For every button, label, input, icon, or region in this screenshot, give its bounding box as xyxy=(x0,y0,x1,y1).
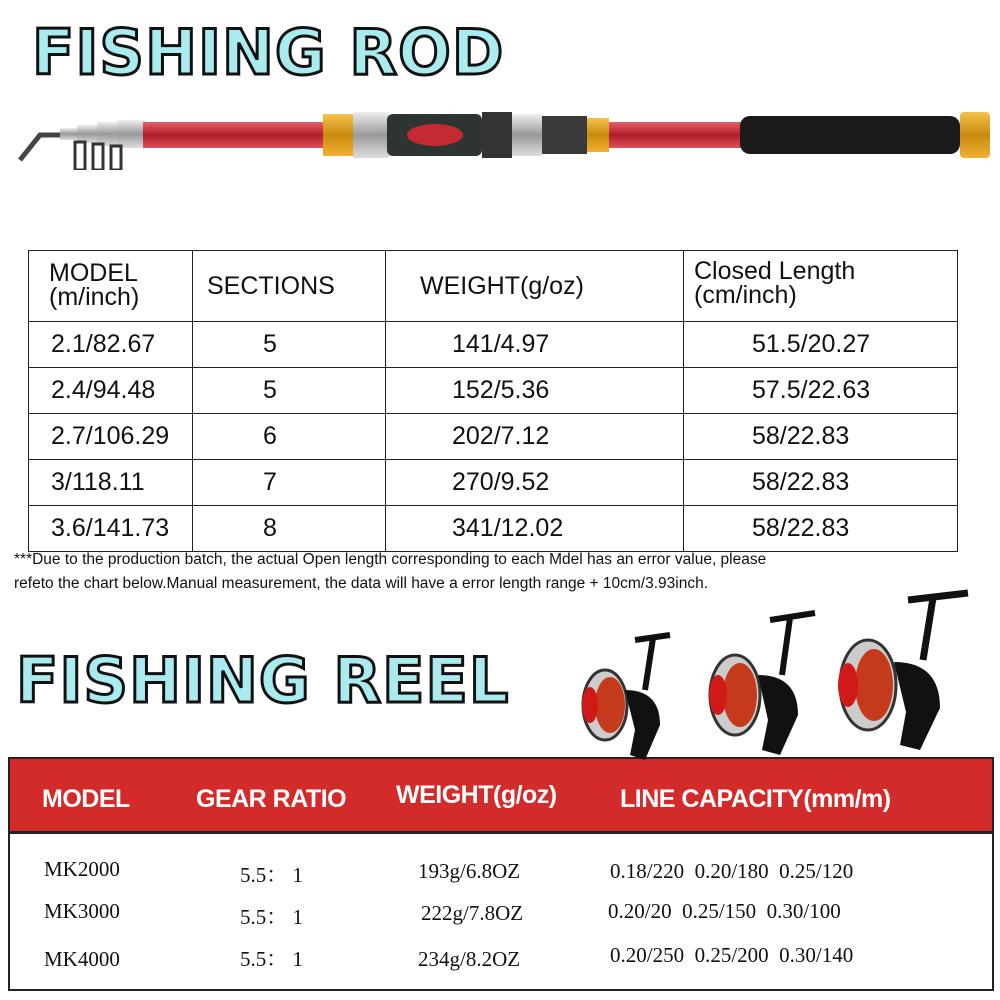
header-closed-length-unit: (cm/inch) xyxy=(694,281,797,309)
cell-weight: 270/9.52 xyxy=(386,460,684,506)
fishing-reels-image xyxy=(570,585,990,785)
header-gear-ratio: GEAR RATIO xyxy=(196,785,347,813)
cell-closed-length: 58/22.83 xyxy=(684,506,958,552)
header-model: MODEL xyxy=(42,785,130,813)
table-row xyxy=(29,368,958,414)
cell-model: 2.1/82.67 xyxy=(29,322,193,368)
cell-sections: 7 xyxy=(193,460,386,506)
cell-weight: 341/12.02 xyxy=(386,506,684,552)
cell-gear-ratio: 5.5： 1 xyxy=(240,947,303,971)
table-row xyxy=(29,414,958,460)
reel-medium xyxy=(709,613,815,755)
cell-sections: 5 xyxy=(193,322,386,368)
rod-spec-table xyxy=(28,250,958,552)
table-row xyxy=(29,506,958,552)
note-line: ***Due to the production batch, the actual Open length corresponding to each Mdel has an error value, please xyxy=(14,551,767,568)
cell-model: 3/118.11 xyxy=(29,460,193,506)
cell-sections: 5 xyxy=(193,368,386,414)
fishing-rod-image xyxy=(15,90,995,170)
cell-gear-ratio: 5.5： 1 xyxy=(240,863,303,887)
cell-weight: 234g/8.2OZ xyxy=(418,947,521,971)
header-weight: WEIGHT(g/oz) xyxy=(396,781,557,809)
cell-closed-length: 58/22.83 xyxy=(684,414,958,460)
reel-small xyxy=(582,635,670,760)
cell-sections: 8 xyxy=(193,506,386,552)
cell-closed-length: 58/22.83 xyxy=(684,460,958,506)
header-model: MODEL xyxy=(49,259,138,287)
cell-line-capacity: 0.18/220 0.20/180 0.25/120 xyxy=(610,859,854,883)
cell-weight: 222g/7.8OZ xyxy=(421,901,524,925)
cell-weight: 152/5.36 xyxy=(386,368,684,414)
reel-large xyxy=(838,593,968,750)
cell-weight: 141/4.97 xyxy=(386,322,684,368)
cell-model: 2.4/94.48 xyxy=(29,368,193,414)
table-row xyxy=(29,322,958,368)
header-line-capacity: LINE CAPACITY(mm/m) xyxy=(620,785,891,813)
cell-weight: 193g/6.8OZ xyxy=(418,859,521,883)
cell-closed-length: 51.5/20.27 xyxy=(684,322,958,368)
header-closed-length: Closed Length xyxy=(694,257,856,285)
cell-weight: 202/7.12 xyxy=(386,414,684,460)
header-model-unit: (m/inch) xyxy=(49,283,140,311)
cell-sections: 6 xyxy=(193,414,386,460)
cell-model: 2.7/106.29 xyxy=(29,414,193,460)
cell-model: MK2000 xyxy=(44,857,120,881)
note-line: refeto the chart below.Manual measurement, the data will have a error length range + 10cm/3.93inch. xyxy=(14,575,709,592)
cell-line-capacity: 0.20/250 0.25/200 0.30/140 xyxy=(610,943,854,967)
cell-closed-length: 57.5/22.63 xyxy=(684,368,958,414)
reel-title: FISHING REEL xyxy=(16,644,510,717)
reel-spec-table xyxy=(8,757,994,991)
rod-table-header xyxy=(29,251,958,322)
table-row xyxy=(29,460,958,506)
header-weight: WEIGHT(g/oz) xyxy=(420,272,584,300)
cell-gear-ratio: 5.5： 1 xyxy=(240,905,303,929)
cell-line-capacity: 0.20/20 0.25/150 0.30/100 xyxy=(608,899,841,923)
header-sections: SECTIONS xyxy=(207,272,335,300)
rod-title: FISHING ROD xyxy=(32,16,505,89)
cell-model: 3.6/141.73 xyxy=(29,506,193,552)
cell-model: MK4000 xyxy=(44,947,120,971)
cell-model: MK3000 xyxy=(44,899,120,923)
